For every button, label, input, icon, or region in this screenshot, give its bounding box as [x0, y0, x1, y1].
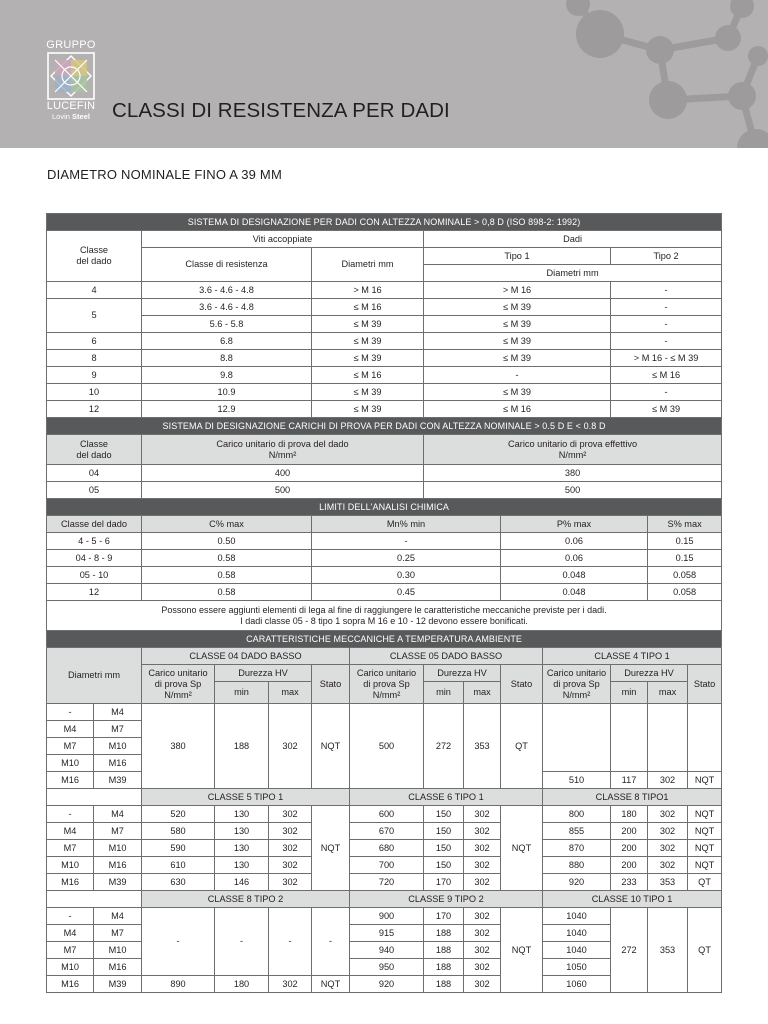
logo-group-text: GRUPPO — [46, 39, 96, 51]
cell-viti-diametri: ≤ M 39 — [312, 350, 424, 367]
cell-diam-to: M4 — [94, 908, 142, 925]
cell-value: 302 — [269, 874, 312, 891]
col-header-carico-sp: Carico unitario di prova Sp N/mm² — [142, 665, 215, 704]
cell-chemical: 05 - 10 — [47, 567, 142, 584]
cell-value: 150 — [424, 840, 464, 857]
logo-mark-icon — [47, 52, 95, 100]
cell-value: 1040 — [543, 908, 611, 925]
col-header-max: max — [269, 682, 312, 704]
cell-value: 302 — [648, 857, 688, 874]
cell-diam-to: M16 — [94, 857, 142, 874]
blank-cell — [611, 704, 648, 772]
col-header-min: min — [611, 682, 648, 704]
cell-chemical: 0.25 — [312, 550, 501, 567]
cell-tipo2: > M 16 - ≤ M 39 — [611, 350, 722, 367]
col-header-chemical: S% max — [648, 516, 722, 533]
cell-value: 150 — [424, 806, 464, 823]
cell-chemical: 0.06 — [501, 550, 648, 567]
blank-cell — [47, 891, 142, 908]
cell-chemical: 0.048 — [501, 567, 648, 584]
cell-value: 600 — [350, 806, 424, 823]
cell-value: 150 — [424, 857, 464, 874]
cell-chemical: 0.58 — [142, 550, 312, 567]
cell-carico: 400 — [142, 465, 424, 482]
cell-classe: 4 — [47, 282, 142, 299]
cell-value: 302 — [269, 857, 312, 874]
cell-chemical: 12 — [47, 584, 142, 601]
cell-tipo2: - — [611, 299, 722, 316]
cell-value: NQT — [688, 772, 722, 789]
cell-value: 1040 — [543, 942, 611, 959]
col-header-classe: Classe del dado — [47, 435, 142, 465]
cell-value: 302 — [464, 840, 501, 857]
cell-classe-resistenza: 10.9 — [142, 384, 312, 401]
cell-diam-from: M16 — [47, 874, 94, 891]
cell-value: 188 — [424, 976, 464, 993]
cell-value: 500 — [350, 704, 424, 789]
col-header-tipo2: Tipo 2 — [611, 248, 722, 265]
col-header-max: max — [464, 682, 501, 704]
cell-diam-to: M7 — [94, 721, 142, 738]
cell-value: 302 — [648, 806, 688, 823]
cell-classe-resistenza: 9.8 — [142, 367, 312, 384]
cell-diam-from: M4 — [47, 721, 94, 738]
group-header: CLASSE 8 TIPO1 — [543, 789, 722, 806]
group-header: CLASSE 9 TIPO 2 — [350, 891, 543, 908]
group-header: CLASSE 6 TIPO 1 — [350, 789, 543, 806]
cell-value: 700 — [350, 857, 424, 874]
cell-value: 670 — [350, 823, 424, 840]
cell-carico-effettivo: 500 — [424, 482, 722, 499]
cell-diam-to: M39 — [94, 976, 142, 993]
cell-carico: 500 — [142, 482, 424, 499]
cell-tipo1: > M 16 — [424, 282, 611, 299]
cell-viti-diametri: ≤ M 39 — [312, 384, 424, 401]
blank-cell — [47, 789, 142, 806]
cell-value: 188 — [424, 942, 464, 959]
cell-stato: NQT — [501, 806, 543, 891]
cell-stato: NQT — [501, 908, 543, 993]
col-header-stato: Stato — [312, 665, 350, 704]
cell-diam-from: M10 — [47, 755, 94, 772]
cell-diam-from: - — [47, 704, 94, 721]
cell-value: 590 — [142, 840, 215, 857]
cell-value: 180 — [215, 976, 269, 993]
cell-viti-diametri: > M 16 — [312, 282, 424, 299]
cell-value: - — [215, 908, 269, 976]
cell-value: 720 — [350, 874, 424, 891]
cell-chemical: 4 - 5 - 6 — [47, 533, 142, 550]
cell-value: 302 — [648, 772, 688, 789]
cell-diam-from: M4 — [47, 823, 94, 840]
cell-classe: 10 — [47, 384, 142, 401]
col-header-stato: Stato — [501, 665, 543, 704]
table-row — [47, 401, 722, 418]
cell-chemical: 0.048 — [501, 584, 648, 601]
cell-diam-from: - — [47, 806, 94, 823]
cell-classe-resistenza: 3.6 - 4.6 - 4.8 — [142, 299, 312, 316]
cell-diam-from: M10 — [47, 959, 94, 976]
col-header-carico-effettivo: Carico unitario di prova effettivo N/mm² — [424, 435, 722, 465]
section-title-proof-load: SISTEMA DI DESIGNAZIONE CARICHI DI PROVA PER DADI CON ALTEZZA NOMINALE > 0.5 D E < 0.8 D — [47, 418, 722, 435]
cell-tipo2: - — [611, 384, 722, 401]
table-row — [47, 333, 722, 350]
table-row — [47, 350, 722, 367]
cell-value: 920 — [543, 874, 611, 891]
col-header-classe: Classe del dado — [47, 231, 142, 282]
cell-chemical: 0.15 — [648, 533, 722, 550]
cell-value: 170 — [424, 908, 464, 925]
cell-classe: 8 — [47, 350, 142, 367]
cell-diam-to: M4 — [94, 806, 142, 823]
col-header-durezza: Durezza HV — [611, 665, 688, 682]
cell-viti-diametri: ≤ M 39 — [312, 401, 424, 418]
cell-value: 302 — [269, 976, 312, 993]
col-header-stato: Stato — [688, 665, 722, 704]
cell-value: 302 — [269, 840, 312, 857]
logo-tagline-bold: Steel — [72, 112, 90, 121]
cell-tipo2: ≤ M 16 — [611, 367, 722, 384]
cell-value: 302 — [464, 942, 501, 959]
table-row — [47, 367, 722, 384]
molecule-graphic — [0, 0, 768, 148]
cell-diam-from: M16 — [47, 976, 94, 993]
cell-tipo1: ≤ M 39 — [424, 333, 611, 350]
cell-tipo1: ≤ M 39 — [424, 316, 611, 333]
cell-value: 353 — [464, 704, 501, 789]
cell-classe: 05 — [47, 482, 142, 499]
cell-diam-to: M39 — [94, 772, 142, 789]
cell-value: 272 — [611, 908, 648, 993]
cell-chemical: 0.30 — [312, 567, 501, 584]
cell-value: QT — [501, 704, 543, 789]
col-header-chemical: C% max — [142, 516, 312, 533]
cell-diam-to: M4 — [94, 704, 142, 721]
cell-classe: 04 — [47, 465, 142, 482]
table-row — [47, 384, 722, 401]
page-title: CLASSI DI RESISTENZA PER DADI — [112, 99, 450, 122]
cell-chemical: 0.058 — [648, 584, 722, 601]
cell-value: 130 — [215, 806, 269, 823]
cell-classe: 6 — [47, 333, 142, 350]
cell-classe-resistenza: 12.9 — [142, 401, 312, 418]
col-header-min: min — [424, 682, 464, 704]
cell-value: 610 — [142, 857, 215, 874]
resistance-classes-table — [46, 213, 722, 993]
cell-tipo2: - — [611, 282, 722, 299]
col-header-carico-sp: Carico unitario di prova Sp N/mm² — [350, 665, 424, 704]
blank-cell — [543, 704, 611, 772]
cell-value: 353 — [648, 908, 688, 993]
logo-tagline-regular: Lovin — [52, 112, 70, 121]
cell-chemical: 0.58 — [142, 584, 312, 601]
cell-viti-diametri: ≤ M 39 — [312, 333, 424, 350]
cell-value: 302 — [464, 908, 501, 925]
cell-diam-to: M16 — [94, 755, 142, 772]
cell-value: 855 — [543, 823, 611, 840]
cell-tipo1: ≤ M 39 — [424, 350, 611, 367]
cell-value: 630 — [142, 874, 215, 891]
cell-chemical: - — [312, 533, 501, 550]
cell-diam-to: M7 — [94, 925, 142, 942]
cell-diam-from: M10 — [47, 857, 94, 874]
blank-cell — [688, 704, 722, 772]
cell-classe: 9 — [47, 367, 142, 384]
cell-value: 1040 — [543, 925, 611, 942]
cell-value: 170 — [424, 874, 464, 891]
col-header-diametri: Diametri mm — [312, 248, 424, 282]
col-header-dadi-diametri: Diametri mm — [424, 265, 722, 282]
cell-value: 380 — [142, 704, 215, 789]
col-header-viti: Viti accoppiate — [142, 231, 424, 248]
cell-value: 890 — [142, 976, 215, 993]
group-header: CLASSE 04 DADO BASSO — [142, 648, 350, 665]
cell-diam-to: M16 — [94, 959, 142, 976]
cell-value: 940 — [350, 942, 424, 959]
cell-diam-to: M7 — [94, 823, 142, 840]
cell-chemical: 0.58 — [142, 567, 312, 584]
cell-value: 1060 — [543, 976, 611, 993]
cell-value: - — [312, 908, 350, 976]
cell-value: QT — [688, 908, 722, 993]
cell-diam-to: M10 — [94, 942, 142, 959]
cell-value: 880 — [543, 857, 611, 874]
cell-value: 580 — [142, 823, 215, 840]
group-header: CLASSE 10 TIPO 1 — [543, 891, 722, 908]
cell-classe: 5 — [47, 299, 142, 333]
cell-value: 302 — [464, 857, 501, 874]
cell-value: 233 — [611, 874, 648, 891]
col-header-min: min — [215, 682, 269, 704]
cell-value: 800 — [543, 806, 611, 823]
cell-value: 1050 — [543, 959, 611, 976]
cell-value: 302 — [269, 823, 312, 840]
col-header-max: max — [648, 682, 688, 704]
page-header — [0, 0, 768, 148]
cell-tipo1: ≤ M 16 — [424, 401, 611, 418]
table-row — [47, 299, 722, 316]
cell-value: 302 — [464, 925, 501, 942]
cell-value: NQT — [688, 823, 722, 840]
company-logo — [45, 40, 97, 121]
cell-value: NQT — [688, 857, 722, 874]
cell-classe-resistenza: 6.8 — [142, 333, 312, 350]
cell-classe-resistenza: 5.6 - 5.8 — [142, 316, 312, 333]
cell-viti-diametri: ≤ M 16 — [312, 367, 424, 384]
cell-tipo1: - — [424, 367, 611, 384]
col-header-chemical: Classe del dado — [47, 516, 142, 533]
section-title-chemical: LIMITI DELL'ANALISI CHIMICA — [47, 499, 722, 516]
cell-value: NQT — [688, 840, 722, 857]
cell-value: 950 — [350, 959, 424, 976]
cell-value: 200 — [611, 823, 648, 840]
section-title-designation: SISTEMA DI DESIGNAZIONE PER DADI CON ALTEZZA NOMINALE > 0,8 D (ISO 898-2: 1992) — [47, 214, 722, 231]
cell-classe-resistenza: 3.6 - 4.6 - 4.8 — [142, 282, 312, 299]
page-subtitle: DIAMETRO NOMINALE FINO A 39 MM — [47, 167, 282, 182]
section-title-mechanical: CARATTERISTICHE MECCANICHE A TEMPERATURA AMBIENTE — [47, 631, 722, 648]
cell-value: 130 — [215, 840, 269, 857]
cell-value: 150 — [424, 823, 464, 840]
cell-chemical: 0.058 — [648, 567, 722, 584]
logo-name-text: LUCEFIN — [46, 100, 96, 112]
cell-diam-from: M7 — [47, 738, 94, 755]
col-header-tipo1: Tipo 1 — [424, 248, 611, 265]
col-header-classe-resistenza: Classe di resistenza — [142, 248, 312, 282]
cell-chemical: 04 - 8 - 9 — [47, 550, 142, 567]
cell-stato: NQT — [312, 806, 350, 891]
table-row — [47, 316, 722, 333]
cell-value: 302 — [648, 840, 688, 857]
blank-cell — [648, 704, 688, 772]
cell-tipo1: ≤ M 39 — [424, 299, 611, 316]
cell-value: 117 — [611, 772, 648, 789]
cell-tipo1: ≤ M 39 — [424, 384, 611, 401]
cell-value: 146 — [215, 874, 269, 891]
logo-tagline — [45, 112, 97, 121]
cell-value: QT — [688, 874, 722, 891]
cell-value: 188 — [215, 704, 269, 789]
cell-value: 915 — [350, 925, 424, 942]
cell-carico-effettivo: 380 — [424, 465, 722, 482]
cell-value: 680 — [350, 840, 424, 857]
cell-diam-from: M7 — [47, 840, 94, 857]
cell-value: 200 — [611, 840, 648, 857]
cell-value: 920 — [350, 976, 424, 993]
cell-value: 302 — [464, 823, 501, 840]
cell-diam-from: - — [47, 908, 94, 925]
group-header: CLASSE 5 TIPO 1 — [142, 789, 350, 806]
cell-diam-to: M10 — [94, 738, 142, 755]
cell-value: - — [269, 908, 312, 976]
cell-value: 302 — [464, 976, 501, 993]
col-header-chemical: Mn% min — [312, 516, 501, 533]
cell-chemical: 0.06 — [501, 533, 648, 550]
cell-value: 900 — [350, 908, 424, 925]
cell-tipo2: - — [611, 316, 722, 333]
cell-chemical: 0.45 — [312, 584, 501, 601]
cell-value: - — [142, 908, 215, 976]
col-header-carico: Carico unitario di prova del dado N/mm² — [142, 435, 424, 465]
group-header: CLASSE 4 TIPO 1 — [543, 648, 722, 665]
cell-diam-from: M4 — [47, 925, 94, 942]
cell-classe: 12 — [47, 401, 142, 418]
cell-value: 302 — [464, 959, 501, 976]
chemical-note: Possono essere aggiunti elementi di lega al fine di raggiungere le caratteristiche meccaniche previste per i dadi. I dadi classe 05 - 8 tipo 1 sopra M 16 e 10 - 12 devono essere bonificati. — [47, 601, 722, 631]
cell-diam-to: M39 — [94, 874, 142, 891]
cell-value: 302 — [464, 806, 501, 823]
cell-value: 353 — [648, 874, 688, 891]
cell-value: 188 — [424, 959, 464, 976]
cell-value: 180 — [611, 806, 648, 823]
cell-viti-diametri: ≤ M 16 — [312, 299, 424, 316]
cell-value: 130 — [215, 857, 269, 874]
cell-value: 510 — [543, 772, 611, 789]
cell-tipo2: - — [611, 333, 722, 350]
col-header-durezza: Durezza HV — [424, 665, 501, 682]
cell-value: 272 — [424, 704, 464, 789]
group-header: CLASSE 05 DADO BASSO — [350, 648, 543, 665]
cell-value: 520 — [142, 806, 215, 823]
group-header: CLASSE 8 TIPO 2 — [142, 891, 350, 908]
cell-diam-from: M16 — [47, 772, 94, 789]
col-header-chemical: P% max — [501, 516, 648, 533]
cell-value: 130 — [215, 823, 269, 840]
cell-value: NQT — [688, 806, 722, 823]
cell-value: 302 — [269, 806, 312, 823]
cell-value: NQT — [312, 704, 350, 789]
col-header-dadi: Dadi — [424, 231, 722, 248]
cell-diam-to: M10 — [94, 840, 142, 857]
cell-value: 188 — [424, 925, 464, 942]
cell-value: 302 — [648, 823, 688, 840]
cell-chemical: 0.15 — [648, 550, 722, 567]
col-header-diametri: Diametri mm — [47, 648, 142, 704]
cell-value: 200 — [611, 857, 648, 874]
cell-classe-resistenza: 8.8 — [142, 350, 312, 367]
cell-tipo2: ≤ M 39 — [611, 401, 722, 418]
cell-value: 302 — [464, 874, 501, 891]
col-header-carico-sp: Carico unitario di prova Sp N/mm² — [543, 665, 611, 704]
cell-diam-from: M7 — [47, 942, 94, 959]
cell-value: 870 — [543, 840, 611, 857]
cell-value: 302 — [269, 704, 312, 789]
table-row — [47, 282, 722, 299]
cell-viti-diametri: ≤ M 39 — [312, 316, 424, 333]
cell-value: NQT — [312, 976, 350, 993]
col-header-durezza: Durezza HV — [215, 665, 312, 682]
cell-chemical: 0.50 — [142, 533, 312, 550]
